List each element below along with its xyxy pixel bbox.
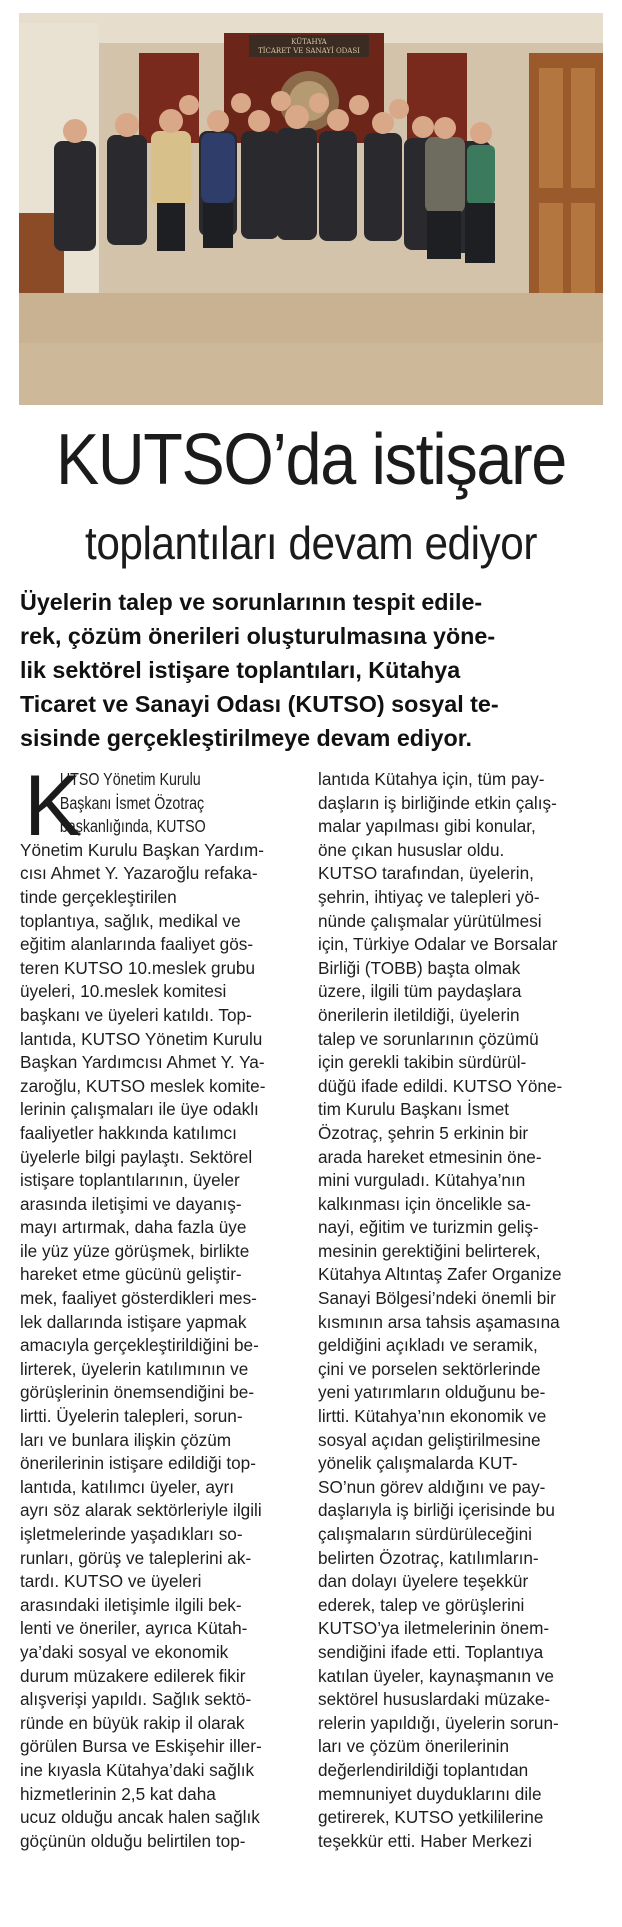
group-photo-illustration <box>19 13 603 405</box>
body-line: SO’nun görev aldığını ve pay- <box>318 1476 546 1497</box>
body-line: Birliği (TOBB) başta olmak <box>318 957 521 978</box>
drop-cap: K <box>24 758 82 854</box>
body-line: istişare toplantılarının, üyeler <box>20 1170 240 1191</box>
body-line: lek dallarında istişare yapmak <box>20 1311 247 1332</box>
body-line: hareket etme gücünü geliştir- <box>20 1264 242 1285</box>
body-line: Yönetim Kurulu Başkan Yardım- <box>20 839 264 860</box>
lead-line: lik sektörel istişare toplantıları, Kütahya <box>20 657 461 683</box>
body-line: hizmetlerinin 2,5 kat daha <box>20 1783 216 1804</box>
body-line: işletmelerinde yaşadıkları so- <box>20 1524 243 1544</box>
body-line: katılan üyeler, kaynaşmanın ve <box>318 1665 554 1686</box>
body-line: nünde çalışmalar yürütülmesi <box>318 910 542 931</box>
body-line: için, Türkiye Odalar ve Borsalar <box>318 934 558 955</box>
body-line: üzere, ilgili tüm paydaşlara <box>318 981 522 1002</box>
sign-line-1: KÜTAHYA <box>291 38 327 46</box>
body-line: Sanayi Bölgesi’ndeki önemli bir <box>318 1288 556 1309</box>
body-line: lerinin çalışmaları ile üye odaklı <box>20 1099 259 1120</box>
body-line: teren KUTSO 10.meslek grubu <box>20 957 256 978</box>
body-line: geldiğini açıkladı ve seramik, <box>318 1335 538 1356</box>
body-line: tim Kurulu Başkanı İsmet <box>318 1099 510 1120</box>
body-line: yönelik çalışmalarda KUT- <box>318 1453 518 1474</box>
body-line: görülen Bursa ve Eskişehir iller- <box>20 1736 262 1757</box>
body-line: çalışmaların sürdürüleceğini <box>318 1524 532 1544</box>
body-line: belirten Özotraç, katılımların- <box>318 1547 539 1568</box>
body-line: eğitim alanlarında faaliyet gös- <box>20 934 254 955</box>
body-line: ucuz olduğu ancak halen sağlık <box>20 1807 260 1828</box>
body-line: Başkan Yardımcısı Ahmet Y. Ya- <box>20 1052 265 1073</box>
body-line: ründe en büyük rakip il olarak <box>20 1712 245 1733</box>
body-line: lenti ve öneriler, ayrıca Kütah- <box>20 1618 248 1639</box>
lead-paragraph <box>20 585 616 755</box>
body-line: KUTSO’ya iletmelerinin önem- <box>318 1618 550 1639</box>
body-line: ile yüz yüze görüşmek, birlikte <box>20 1240 250 1261</box>
body-line: başkanlığında, KUTSO <box>59 816 206 837</box>
body-line: görüşlerinin önemsendiğini be- <box>20 1382 255 1403</box>
body-line: lantıda, katılımcı üyeler, ayrı <box>20 1476 234 1497</box>
body-line: göçünün olduğu belirtilen top- <box>20 1830 246 1851</box>
body-line: getirerek, KUTSO yetkililerine <box>318 1807 544 1828</box>
body-line: kısmının arsa tahsis aşamasına <box>318 1311 560 1332</box>
body-line: durum müzakere edilerek fikir <box>20 1665 246 1686</box>
lead-line: rek, çözüm önerileri oluşturulmasına yöne- <box>20 623 496 649</box>
body-column-right <box>318 768 600 1853</box>
body-line: zaroğlu, KUTSO meslek komite- <box>20 1075 266 1096</box>
body-line: sosyal açıdan geliştirilmesine <box>318 1429 541 1450</box>
body-line: sektörel hususlardaki müzake- <box>318 1689 551 1710</box>
body-line: sendiğini ifade etti. Toplantıya <box>318 1641 544 1662</box>
lead-line: Ticaret ve Sanayi Odası (KUTSO) sosyal te- <box>20 691 499 717</box>
body-line: teşekkür etti. Haber Merkezi <box>318 1830 532 1851</box>
body-line: arada hareket etmesinin öne- <box>318 1146 542 1167</box>
body-line: yeni yatırımların olduğunu be- <box>318 1382 546 1403</box>
body-line: mayı artırmak, daha fazla üye <box>20 1217 247 1238</box>
body-line: üyeleri, 10.meslek komitesi <box>20 981 227 1002</box>
body-line: daşlarıyla iş birliği içerisinde bu <box>318 1500 555 1521</box>
body-line: şehrin, ihtiyaç ve talepleri yö- <box>318 886 540 907</box>
body-line: başkanı ve üyeleri katıldı. Top- <box>20 1004 252 1025</box>
body-line: toplantıya, sağlık, medikal ve <box>20 910 241 931</box>
body-line: arasında iletişimi ve dayanış- <box>20 1193 242 1214</box>
body-line: malar yapılması gibi konular, <box>318 816 536 837</box>
lead-line: sisinde gerçekleştirilmeye devam ediyor. <box>20 725 472 751</box>
body-column-left <box>20 758 302 1853</box>
body-line: değerlendirildiği toplantıdan <box>318 1759 529 1780</box>
body-line: tinde gerçekleştirilen <box>20 886 177 907</box>
body-line: mek, faaliyet gösterdikleri mes- <box>20 1288 257 1309</box>
body-line: dan dolayı üyelere teşekkür <box>318 1571 529 1592</box>
body-line: nayi, eğitim ve turizmin geliş- <box>318 1217 539 1238</box>
body-line: tardı. KUTSO ve üyeleri <box>20 1571 202 1592</box>
body-line: ları ve çözüm önerilerinin <box>318 1736 510 1757</box>
body-line: öne çıkan hususlar oldu. <box>318 839 505 860</box>
body-line: faaliyetler hakkında katılımcı <box>20 1122 237 1143</box>
body-line: mini vurguladı. Kütahya’nın <box>318 1170 526 1191</box>
body-line: arasındaki iletişimle ilgili bek- <box>20 1594 242 1615</box>
body-line: relerin yapıldığı, üyelerin sorun- <box>318 1712 559 1733</box>
body-line: lirterek, üyelerin katılımının ve <box>20 1358 249 1379</box>
headline-sub: toplantıları devam ediyor <box>85 517 537 569</box>
body-line: amacıyla gerçekleştirildiğini be- <box>20 1335 259 1356</box>
body-line: önerilerin iletildiği, üyelerin <box>318 1004 520 1025</box>
body-line: alışverişi yapıldı. Sağlık sektö- <box>20 1689 252 1710</box>
body-line: cısı Ahmet Y. Yazaroğlu refaka- <box>20 863 258 884</box>
body-line: UTSO Yönetim Kurulu <box>59 769 201 789</box>
body-line: Kütahya Altıntaş Zafer Organize <box>318 1264 562 1285</box>
body-line: lantıda, KUTSO Yönetim Kurulu <box>20 1028 263 1049</box>
body-line: ederek, talep ve görüşlerini <box>318 1594 525 1615</box>
sign-line-2: TİCARET VE SANAYİ ODASI <box>258 47 360 55</box>
body-line: ayrı söz alarak sektörleriyle ilgili <box>20 1500 262 1521</box>
body-line: kalkınması için öncelikle sa- <box>318 1193 532 1214</box>
body-line: ya’daki sosyal ve ekonomik <box>20 1641 229 1662</box>
body-line: önerilerinin istişare edildiği top- <box>20 1453 256 1474</box>
body-line: runları, görüş ve taleplerini ak- <box>20 1547 252 1568</box>
body-line: Özotraç, şehrin 5 erkinin bir <box>318 1122 529 1143</box>
headline-main: KUTSO’da istişare <box>55 420 566 500</box>
body-line: memnuniyet duyduklarını dile <box>318 1783 542 1804</box>
body-line: lirtti. Üyelerin talepleri, sorun- <box>20 1406 243 1427</box>
body-line: çini ve porselen sektörlerinde <box>318 1358 541 1379</box>
body-line: KUTSO tarafından, üyelerin, <box>318 863 534 884</box>
body-line: ları ve bunlara ilişkin çözüm <box>20 1429 232 1450</box>
body-line: ine kıyasla Kütahya’daki sağlık <box>20 1759 255 1780</box>
news-photo <box>19 13 603 405</box>
body-line: lirtti. Kütahya’nın ekonomik ve <box>318 1406 547 1427</box>
body-line: lantıda Kütahya için, tüm pay- <box>318 769 545 789</box>
lead-line: Üyelerin talep ve sorunlarının tespit edile- <box>20 589 483 615</box>
body-line: mesinin gerektiğini belirterek, <box>318 1240 541 1261</box>
body-line: düğü ifade edildi. KUTSO Yöne- <box>318 1075 563 1096</box>
body-line: üyelerle bilgi paylaştı. Sektörel <box>20 1146 253 1167</box>
body-line: talep ve sorunlarının çözümü <box>318 1028 539 1049</box>
body-line: daşların iş birliğinde etkin çalış- <box>318 792 557 813</box>
body-line: için gerekli takibin sürdürül- <box>318 1052 527 1073</box>
body-line: Başkanı İsmet Özotraç <box>59 792 205 813</box>
